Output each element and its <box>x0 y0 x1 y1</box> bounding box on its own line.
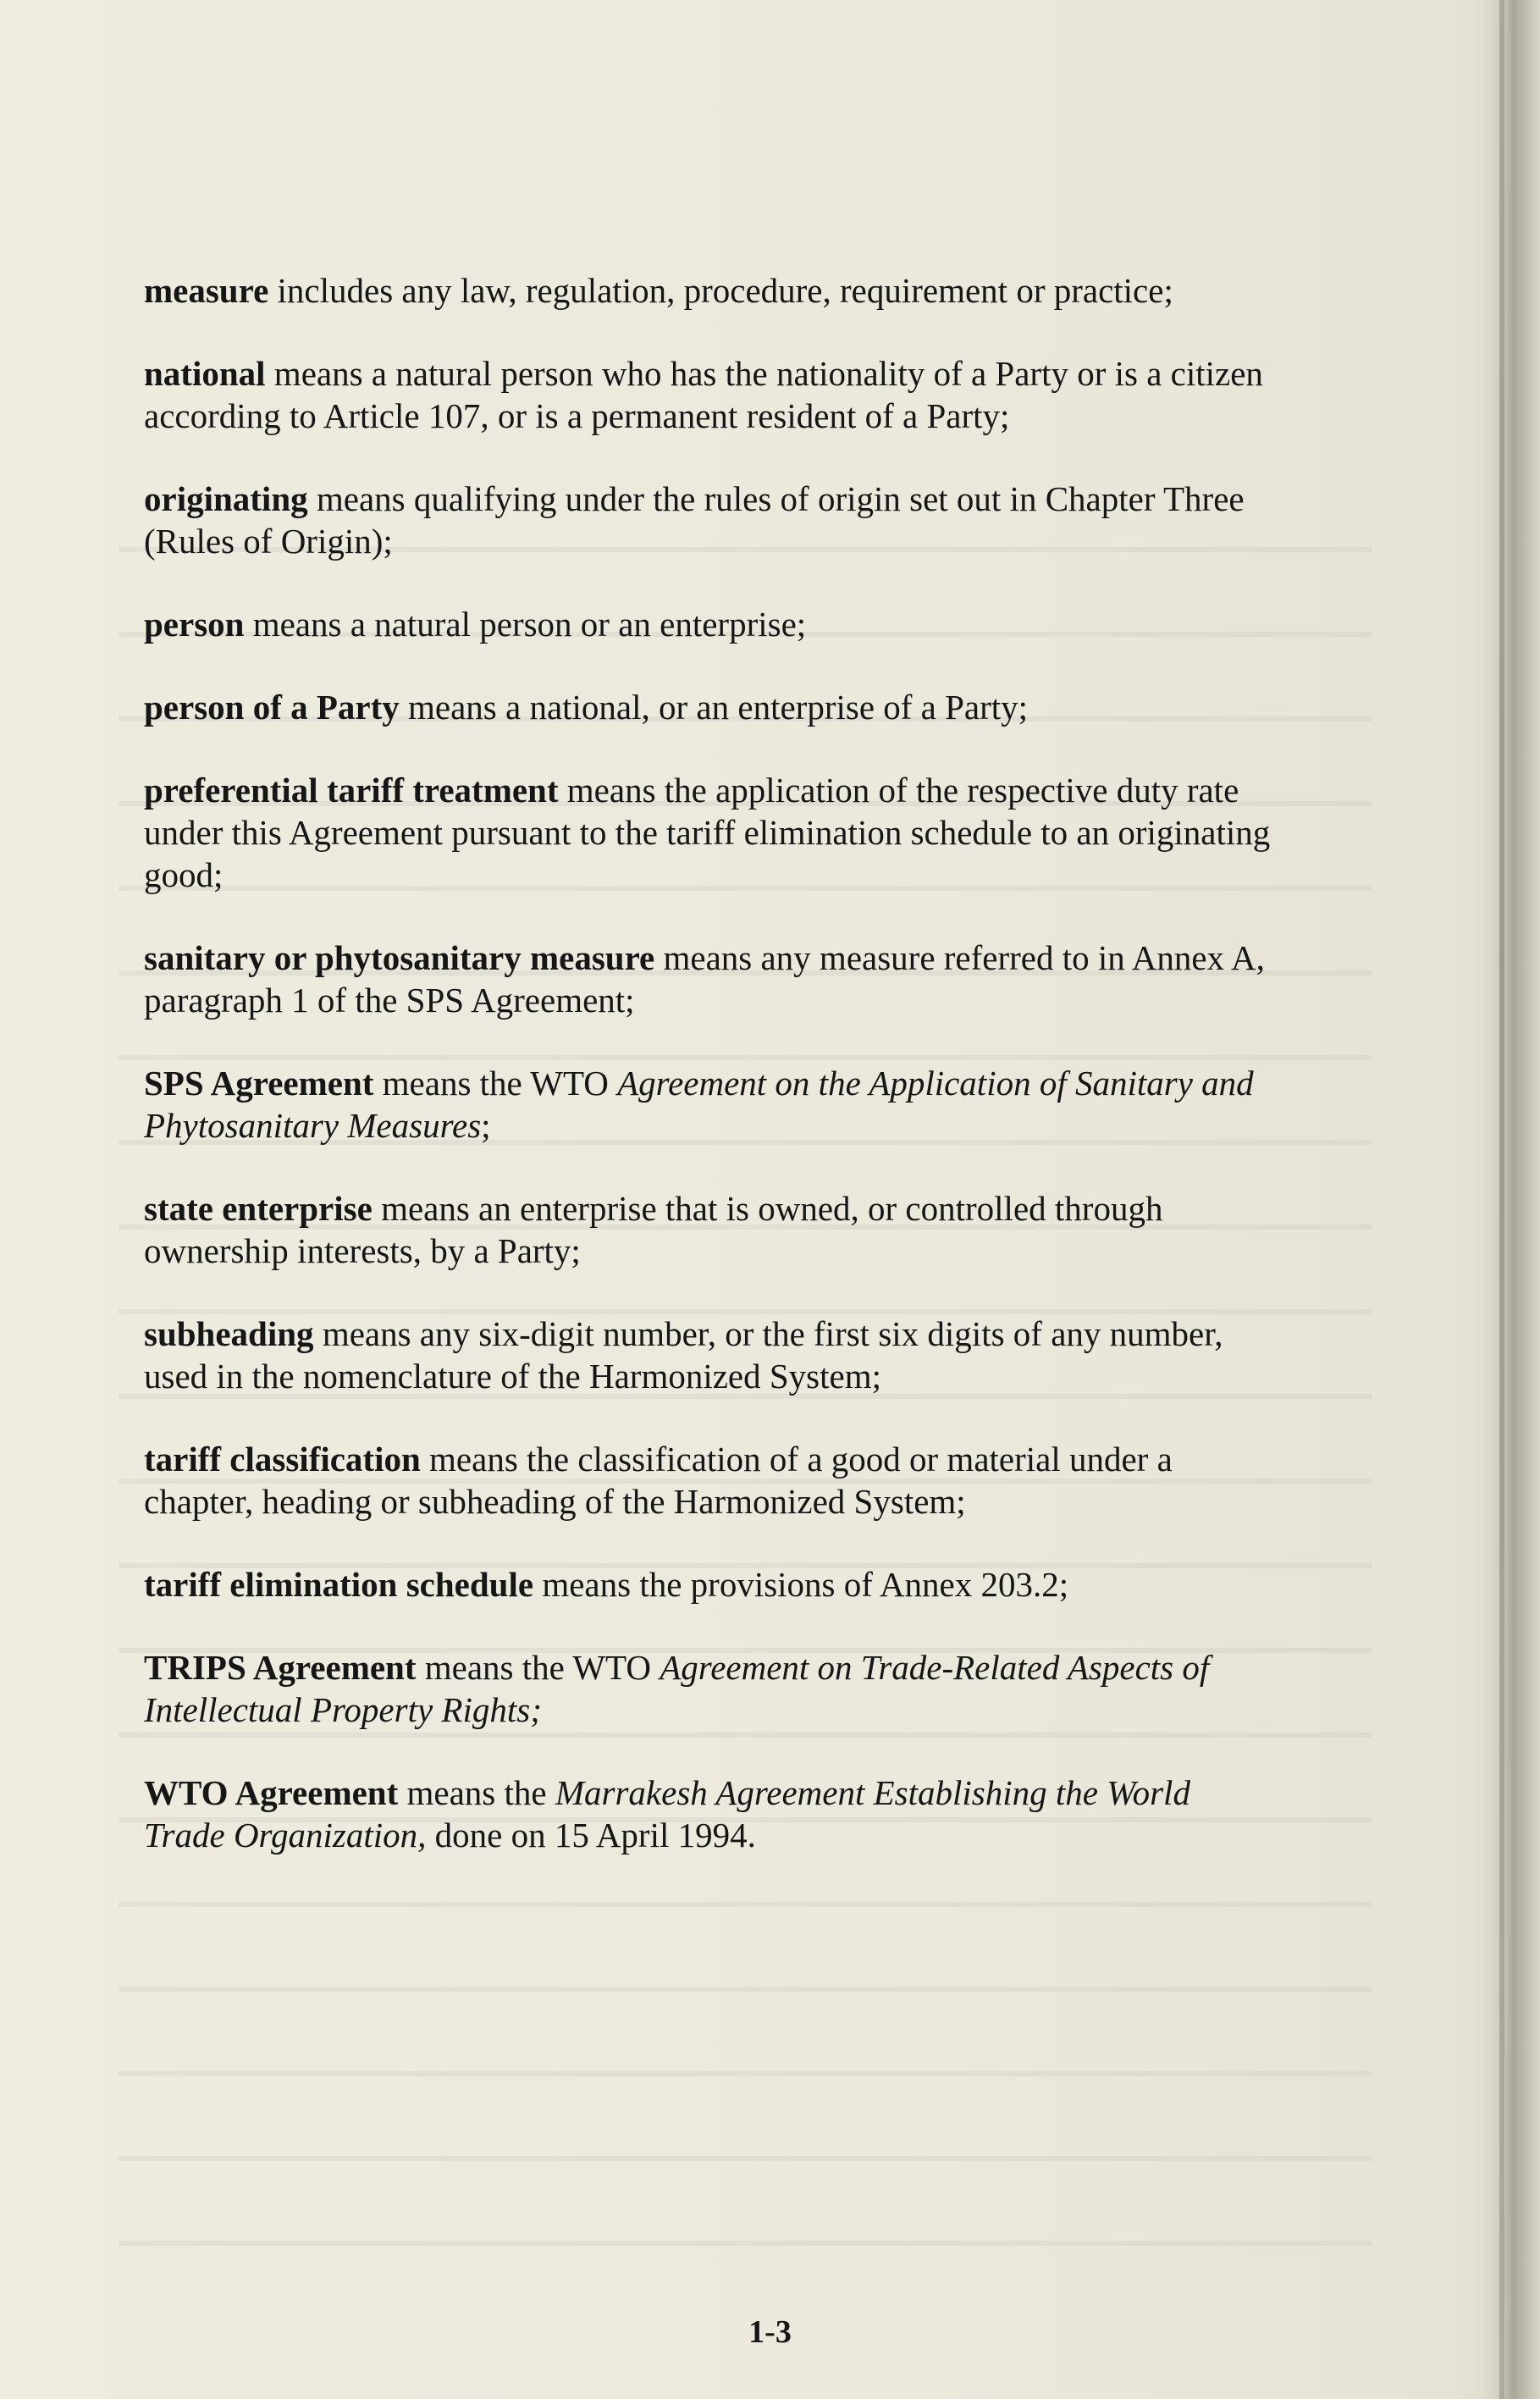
definition-term: state enterprise <box>144 1189 373 1228</box>
definition-preferential-tariff-treatment <box>144 769 1278 896</box>
definition-text: means qualifying under the rules of origin set out in Chapter Three (Rules of Origin); <box>144 479 1245 561</box>
definition-text: means the WTO <box>416 1648 660 1687</box>
definition-term: TRIPS Agreement <box>144 1648 417 1687</box>
definition-subheading <box>144 1313 1278 1397</box>
definition-italic-title: Agreement on the Application of Sanitary and Phytosanitary Measures <box>144 1064 1254 1145</box>
definition-text-end: ; <box>481 1106 491 1145</box>
definition-term: preferential tariff treatment <box>144 771 559 810</box>
definition-sanitary-or-phytosanitary-measure <box>144 937 1278 1021</box>
definition-term: sanitary or phytosanitary measure <box>144 938 655 977</box>
definition-trips-agreement <box>144 1646 1278 1731</box>
definition-term: tariff elimination schedule <box>144 1565 534 1604</box>
definition-tariff-classification <box>144 1438 1278 1523</box>
definition-term: originating <box>144 479 308 518</box>
definition-text-end: done on 15 April 1994. <box>426 1816 756 1855</box>
definition-term: tariff classification <box>144 1440 421 1479</box>
definition-text: includes any law, regulation, procedure, requirement or practice; <box>268 271 1173 310</box>
definition-text: means a natural person or an enterprise; <box>244 605 807 644</box>
definition-text: means any six-digit number, or the first six digits of any number, used in the nomenclature of the Harmonized System; <box>144 1314 1223 1396</box>
definition-term: SPS Agreement <box>144 1064 374 1103</box>
binding-shadow <box>1499 0 1504 2399</box>
definition-measure <box>144 269 1278 312</box>
definitions-list <box>144 269 1278 1897</box>
definition-text: means the classification of a good or material under a chapter, heading or subheading of the Harmonized System; <box>144 1440 1173 1521</box>
definition-term: WTO Agreement <box>144 1773 399 1812</box>
definition-term: national <box>144 354 266 393</box>
binding-edge <box>1481 0 1540 2399</box>
definition-state-enterprise <box>144 1187 1278 1272</box>
definition-person <box>144 603 1278 645</box>
definition-person-of-a-party <box>144 686 1278 728</box>
definition-text: means a natural person who has the nationality of a Party or is a citizen according to Article 107, or is a permanent resident of a Party; <box>144 354 1263 435</box>
definition-text: means the WTO <box>373 1064 618 1103</box>
definition-tariff-elimination-schedule <box>144 1563 1278 1606</box>
definition-text: means the application of the respective duty rate under this Agreement pursuant to the tariff elimination schedule to an originating good; <box>144 771 1271 894</box>
definition-sps-agreement <box>144 1062 1278 1147</box>
page-number: 1-3 <box>748 2314 792 2350</box>
definition-originating <box>144 478 1278 562</box>
definition-text: means any measure referred to in Annex A, paragraph 1 of the SPS Agreement; <box>144 938 1265 1020</box>
definition-wto-agreement <box>144 1772 1278 1856</box>
definition-text: means a national, or an enterprise of a Party; <box>399 688 1029 727</box>
definition-national <box>144 352 1278 437</box>
definition-text: means the <box>398 1773 555 1812</box>
definition-term: subheading <box>144 1314 314 1353</box>
definition-text: means the provisions of Annex 203.2; <box>533 1565 1069 1604</box>
definition-italic-title: Marrakesh Agreement Establishing the World Trade Organization, <box>144 1773 1190 1855</box>
definition-term: measure <box>144 271 269 310</box>
definition-text: means an enterprise that is owned, or controlled through ownership interests, by a Party; <box>144 1189 1163 1270</box>
definition-term: person <box>144 605 245 644</box>
definition-term: person of a Party <box>144 688 400 727</box>
definition-italic-title: Agreement on Trade-Related Aspects of Intellectual Property Rights; <box>144 1648 1210 1729</box>
